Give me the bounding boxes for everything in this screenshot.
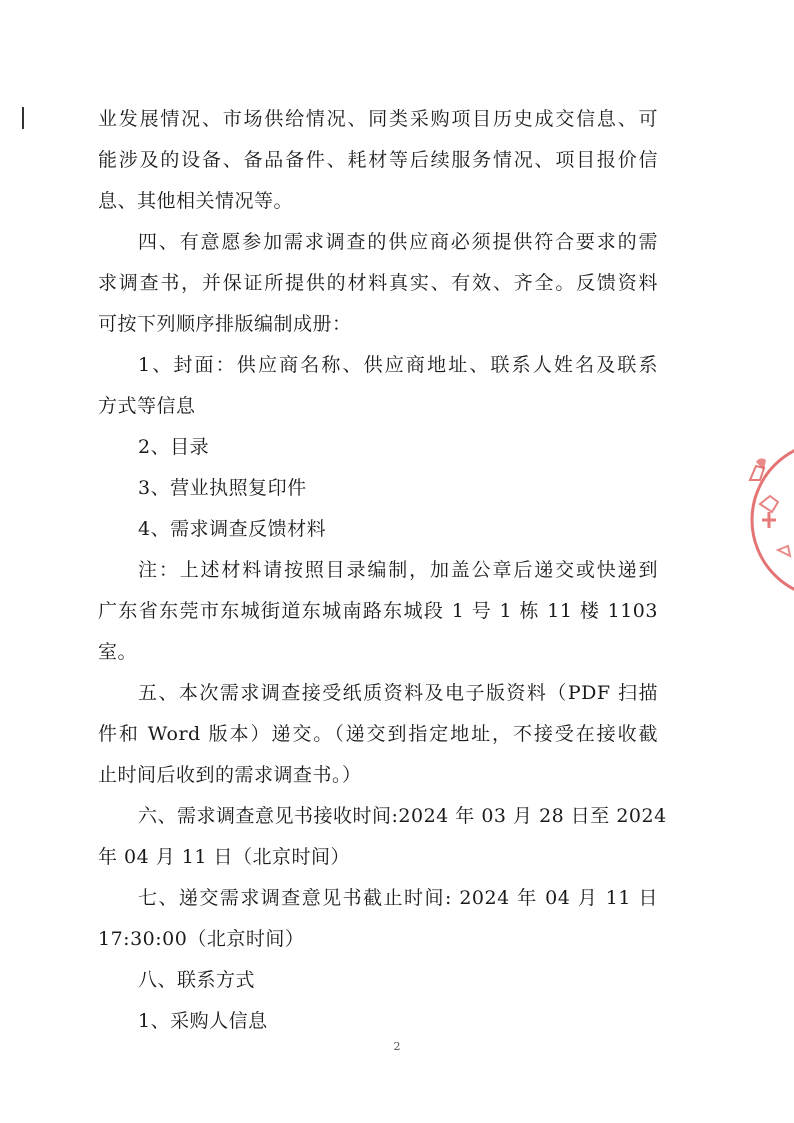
text-line: 能涉及的设备、备品备件、耗材等后续服务情况、项目报价信 [98, 149, 658, 171]
text-line: 1、采购人信息 [138, 1010, 268, 1032]
text-line: 方式等信息 [98, 395, 196, 417]
text-line: 年 04 月 11 日（北京时间） [98, 846, 351, 868]
text-line: 业发展情况、市场供给情况、同类采购项目历史成交信息、可 [98, 108, 658, 130]
text-line: 可按下列顺序排版编制成册： [98, 313, 352, 335]
text-line: 4、需求调查反馈材料 [138, 518, 327, 540]
text-line: 广东省东莞市东城街道东城南路东城段 1 号 1 栋 11 楼 1103 [98, 600, 658, 622]
page-number: 2 [393, 1040, 401, 1053]
text-line: 四、有意愿参加需求调查的供应商必须提供符合要求的需 [138, 231, 658, 253]
text-line: 六、需求调查意见书接收时间:2024 年 03 月 28 日至 2024 [138, 805, 667, 827]
text-line: 止时间后收到的需求调查书。） [98, 764, 362, 786]
official-seal-fragment [742, 440, 794, 600]
text-line: 件和 Word 版本）递交。（递交到指定地址，不接受在接收截 [98, 723, 658, 745]
text-line: 17:30:00（北京时间） [98, 928, 305, 950]
binding-mark [22, 107, 24, 129]
text-line: 七、递交需求调查意见书截止时间: 2024 年 04 月 11 日 [138, 887, 658, 909]
text-line: 2、目录 [138, 436, 210, 458]
text-line: 室。 [98, 641, 138, 663]
text-line: 3、营业执照复印件 [138, 477, 307, 499]
text-line: 1、封面：供应商名称、供应商地址、联系人姓名及联系 [138, 354, 658, 376]
text-line: 求调查书，并保证所提供的材料真实、有效、齐全。反馈资料 [98, 272, 658, 294]
text-line: 八、联系方式 [138, 969, 256, 991]
text-line: 息、其他相关情况等。 [98, 190, 294, 212]
text-line: 注：上述材料请按照目录编制，加盖公章后递交或快递到 [138, 559, 658, 581]
seal-icon [742, 440, 794, 600]
text-line: 五、本次需求调查接受纸质资料及电子版资料（PDF 扫描 [138, 682, 658, 704]
